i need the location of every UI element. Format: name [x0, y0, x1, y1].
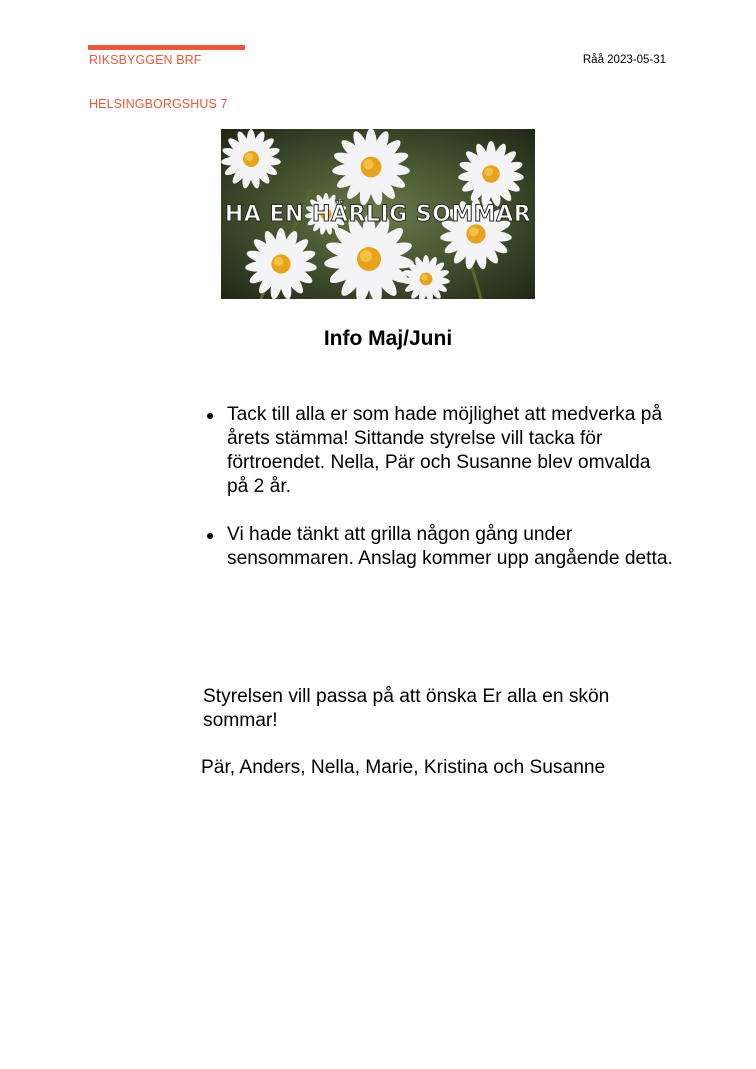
- bullet-text: Tack till alla er som hade möjlighet att medverka på årets stämma! Sittande styrelse vill tacka för förtroendet. Nella, Pär och Susanne blev omvalda på 2 år.: [227, 404, 663, 497]
- list-item: [204, 403, 674, 499]
- info-bullet-list: [204, 403, 674, 595]
- banner-text: HA EN HÄRLIG SOMMAR: [224, 202, 532, 227]
- header-accent-bar: [88, 45, 245, 50]
- page-title: Info Maj/Juni: [323, 327, 453, 350]
- list-item: [204, 523, 674, 571]
- bullet-text: Vi hade tänkt att grilla någon gång under sensommaren. Anslag kommer upp angående detta.: [227, 524, 673, 569]
- document-date: Råå 2023-05-31: [582, 54, 666, 66]
- signature-names: Pär, Anders, Nella, Marie, Kristina och Susanne: [201, 757, 606, 778]
- bullet-icon: [207, 413, 213, 419]
- closing-message: Styrelsen vill passa på att önska Er alla en skön sommar!: [203, 686, 610, 731]
- summer-banner-image: [221, 129, 535, 299]
- org-name: RIKSBYGGEN BRF: [89, 53, 202, 67]
- org-subtitle: HELSINGBORGSHUS 7: [89, 97, 228, 111]
- bullet-icon: [207, 533, 213, 539]
- daisy-flowers-illustration: [221, 129, 535, 299]
